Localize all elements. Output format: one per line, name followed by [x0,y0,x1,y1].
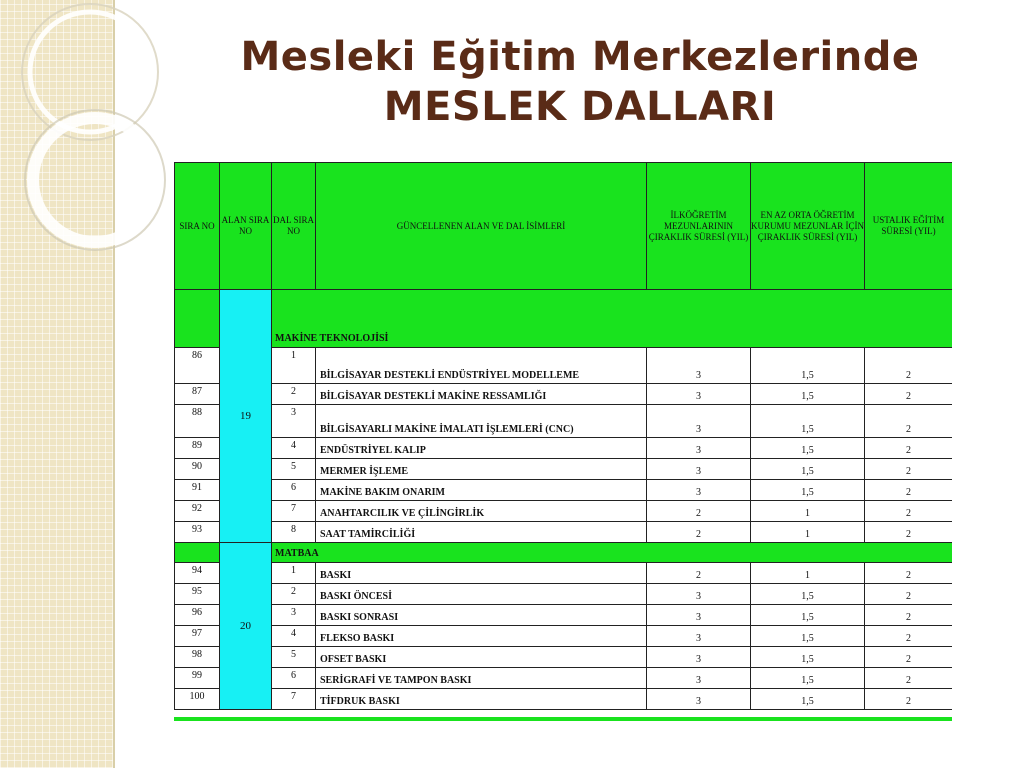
orta-ogretim-suresi-cell: 1,5 [751,480,865,501]
slide-title [140,32,1020,132]
group-sira-empty [175,543,220,563]
header-orta-ogretim-suresi: EN AZ ORTA ÖĞRETİM KURUMU MEZUNLAR İÇİN ÇIRAKLIK SÜRESİ (YIL) [751,163,865,290]
dal-name-cell: BİLGİSAYARLI MAKİNE İMALATI İŞLEMLERİ (CNC) [316,405,647,438]
dal-sira-no-cell: 3 [272,405,316,438]
orta-ogretim-suresi-cell: 1,5 [751,689,865,710]
dal-name-cell: TİFDRUK BASKI [316,689,647,710]
dal-sira-no-cell: 7 [272,501,316,522]
dal-name-cell: BİLGİSAYAR DESTEKLİ ENDÜSTRİYEL MODELLEME [316,348,647,384]
dal-name-cell: ANAHTARCILIK VE ÇİLİNGİRLİK [316,501,647,522]
dal-sira-no-cell: 2 [272,384,316,405]
ilkogretim-suresi-cell: 3 [647,605,751,626]
dal-sira-no-cell: 1 [272,563,316,584]
sira-no-cell: 92 [175,501,220,522]
sira-no-cell: 98 [175,647,220,668]
sira-no-cell: 87 [175,384,220,405]
ustalik-suresi-cell: 2 [865,438,953,459]
sira-no-cell: 97 [175,626,220,647]
dal-sira-no-cell: 4 [272,626,316,647]
ilkogretim-suresi-cell: 3 [647,459,751,480]
sira-no-cell: 89 [175,438,220,459]
title-line-1: Mesleki Eğitim Merkezlerinde [240,34,920,80]
dal-name-cell: BASKI ÖNCESİ [316,584,647,605]
dal-sira-no-cell: 6 [272,480,316,501]
ustalik-suresi-cell: 2 [865,647,953,668]
sira-no-cell: 100 [175,689,220,710]
dal-sira-no-cell: 7 [272,689,316,710]
table-row [175,626,953,647]
ustalik-suresi-cell: 2 [865,384,953,405]
orta-ogretim-suresi-cell: 1,5 [751,348,865,384]
dal-sira-no-cell: 2 [272,584,316,605]
ustalik-suresi-cell: 2 [865,459,953,480]
table-bottom-band [174,717,952,721]
dal-name-cell: OFSET BASKI [316,647,647,668]
orta-ogretim-suresi-cell: 1 [751,522,865,543]
header-alan-sira-no: ALAN SIRA NO [220,163,272,290]
ilkogretim-suresi-cell: 3 [647,647,751,668]
dal-sira-no-cell: 4 [272,438,316,459]
dal-name-cell: MAKİNE BAKIM ONARIM [316,480,647,501]
orta-ogretim-suresi-cell: 1,5 [751,438,865,459]
orta-ogretim-suresi-cell: 1 [751,501,865,522]
header-ilkogretim-suresi: İLKÖĞRETİM MEZUNLARININ ÇIRAKLIK SÜRESİ (YIL) [647,163,751,290]
table-row [175,501,953,522]
sira-no-cell: 91 [175,480,220,501]
orta-ogretim-suresi-cell: 1,5 [751,668,865,689]
dal-sira-no-cell: 1 [272,348,316,384]
meslek-dallari-table [174,162,952,710]
sira-no-cell: 93 [175,522,220,543]
ustalik-suresi-cell: 2 [865,348,953,384]
group-header-row [175,290,953,348]
dal-name-cell: SERİGRAFİ VE TAMPON BASKI [316,668,647,689]
ilkogretim-suresi-cell: 2 [647,501,751,522]
orta-ogretim-suresi-cell: 1,5 [751,584,865,605]
ilkogretim-suresi-cell: 3 [647,480,751,501]
ilkogretim-suresi-cell: 3 [647,384,751,405]
alan-sira-no-cell: 20 [220,543,272,710]
dal-sira-no-cell: 5 [272,459,316,480]
table-row [175,405,953,438]
orta-ogretim-suresi-cell: 1,5 [751,626,865,647]
dal-name-cell: ENDÜSTRİYEL KALIP [316,438,647,459]
dal-sira-no-cell: 3 [272,605,316,626]
ustalik-suresi-cell: 2 [865,563,953,584]
sira-no-cell: 90 [175,459,220,480]
ilkogretim-suresi-cell: 3 [647,689,751,710]
sira-no-cell: 96 [175,605,220,626]
table-row [175,384,953,405]
dal-name-cell: MERMER İŞLEME [316,459,647,480]
ustalik-suresi-cell: 2 [865,626,953,647]
sira-no-cell: 99 [175,668,220,689]
dal-name-cell: FLEKSO BASKI [316,626,647,647]
dal-sira-no-cell: 8 [272,522,316,543]
ilkogretim-suresi-cell: 3 [647,348,751,384]
table-row [175,459,953,480]
table-row [175,605,953,626]
ustalik-suresi-cell: 2 [865,605,953,626]
orta-ogretim-suresi-cell: 1 [751,563,865,584]
orta-ogretim-suresi-cell: 1,5 [751,459,865,480]
table-header-row [175,163,953,290]
table-row [175,438,953,459]
table-row [175,647,953,668]
table-row [175,522,953,543]
ustalik-suresi-cell: 2 [865,584,953,605]
group-name: MATBAA [272,543,953,563]
ustalik-suresi-cell: 2 [865,668,953,689]
ilkogretim-suresi-cell: 2 [647,563,751,584]
dal-name-cell: BASKI [316,563,647,584]
table-row [175,480,953,501]
ustalik-suresi-cell: 2 [865,501,953,522]
header-ustalik-suresi: USTALIK EĞİTİM SÜRESİ (YIL) [865,163,953,290]
group-header-row [175,543,953,563]
title-line-2: MESLEK DALLARI [383,84,777,130]
dal-sira-no-cell: 5 [272,647,316,668]
ilkogretim-suresi-cell: 3 [647,584,751,605]
dal-name-cell: SAAT TAMİRCİLİĞİ [316,522,647,543]
ustalik-suresi-cell: 2 [865,689,953,710]
sira-no-cell: 95 [175,584,220,605]
table-row [175,668,953,689]
ilkogretim-suresi-cell: 3 [647,668,751,689]
sira-no-cell: 94 [175,563,220,584]
alan-sira-no-cell: 19 [220,290,272,543]
ustalik-suresi-cell: 2 [865,480,953,501]
table-row [175,689,953,710]
dal-sira-no-cell: 6 [272,668,316,689]
header-alan-dal-isimleri: GÜNCELLENEN ALAN VE DAL İSİMLERİ [316,163,647,290]
group-name: MAKİNE TEKNOLOJİSİ [272,290,953,348]
meslek-dallari-table-container [174,162,952,722]
dal-name-cell: BASKI SONRASI [316,605,647,626]
sira-no-cell: 86 [175,348,220,384]
ustalik-suresi-cell: 2 [865,405,953,438]
ilkogretim-suresi-cell: 3 [647,405,751,438]
ilkogretim-suresi-cell: 2 [647,522,751,543]
table-row [175,563,953,584]
orta-ogretim-suresi-cell: 1,5 [751,384,865,405]
header-sira-no: SIRA NO [175,163,220,290]
table-row [175,348,953,384]
orta-ogretim-suresi-cell: 1,5 [751,647,865,668]
group-sira-empty [175,290,220,348]
dal-name-cell: BİLGİSAYAR DESTEKLİ MAKİNE RESSAMLIĞI [316,384,647,405]
ilkogretim-suresi-cell: 3 [647,626,751,647]
ilkogretim-suresi-cell: 3 [647,438,751,459]
table-row [175,584,953,605]
orta-ogretim-suresi-cell: 1,5 [751,405,865,438]
ustalik-suresi-cell: 2 [865,522,953,543]
sira-no-cell: 88 [175,405,220,438]
header-dal-sira-no: DAL SIRA NO [272,163,316,290]
orta-ogretim-suresi-cell: 1,5 [751,605,865,626]
